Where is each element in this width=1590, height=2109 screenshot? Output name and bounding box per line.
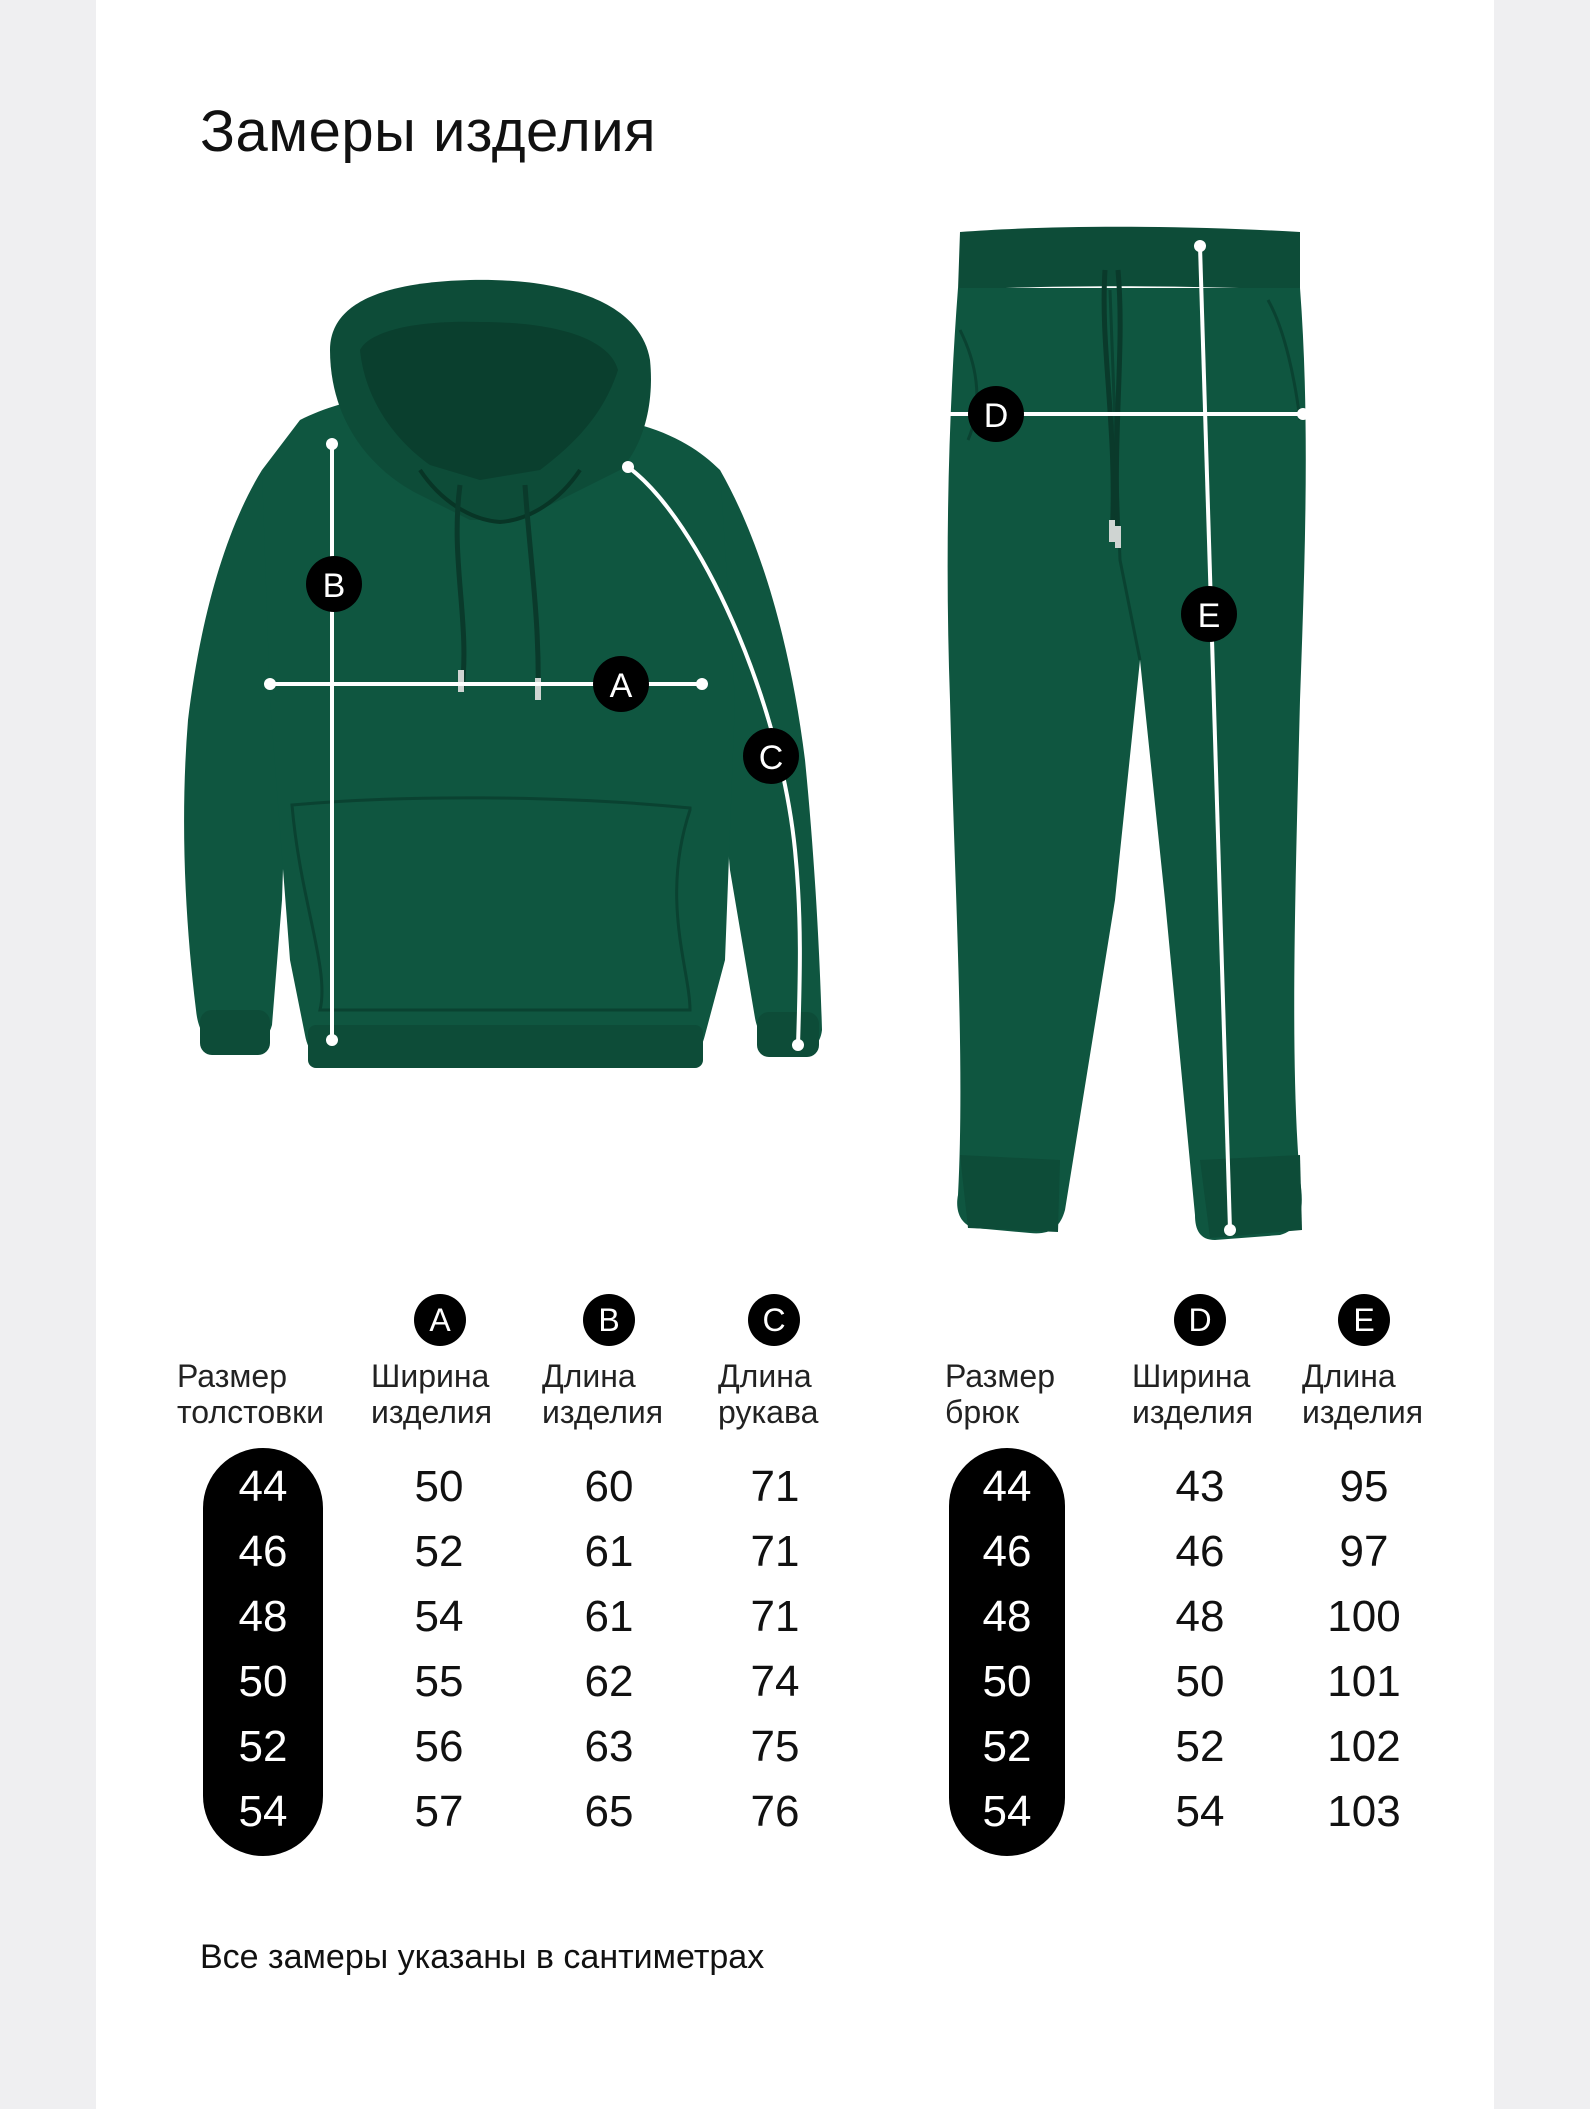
hoodie-badge-a: A <box>414 1294 466 1346</box>
pants-badge-e: E <box>1338 1294 1390 1346</box>
measurement-badge-c <box>743 728 799 784</box>
pants-width-value: 43 <box>1175 1462 1225 1511</box>
hoodie-sleeve-value: 71 <box>750 1592 800 1641</box>
pants-size-value: 52 <box>982 1722 1032 1771</box>
measurement-badge-b <box>306 556 362 612</box>
hoodie-length-value: 63 <box>584 1722 634 1771</box>
hoodie-badge-c: C <box>748 1294 800 1346</box>
pants-header-width: Ширина изделия <box>1132 1358 1254 1430</box>
pants-size-value: 54 <box>982 1787 1032 1836</box>
hoodie-size-value: 50 <box>238 1657 288 1706</box>
hoodie-length-value: 60 <box>584 1462 634 1511</box>
svg-text:C: C <box>758 739 784 777</box>
hoodie-header-length: Длина изделия <box>542 1358 664 1430</box>
hoodie-header-width: Ширина изделия <box>371 1358 493 1430</box>
pants-width-value: 52 <box>1175 1722 1225 1771</box>
pants-size-value: 50 <box>982 1657 1032 1706</box>
hoodie-width-value: 55 <box>414 1657 464 1706</box>
pants-width-value: 50 <box>1175 1657 1225 1706</box>
pants-width-value: 54 <box>1175 1787 1225 1836</box>
pants-size-value: 48 <box>982 1592 1032 1641</box>
measurement-badge-a <box>593 656 649 712</box>
pants-drawing <box>948 227 1306 1240</box>
pants-header-length: Длина изделия <box>1302 1358 1424 1430</box>
hoodie-length-value: 61 <box>584 1527 634 1576</box>
hoodie-size-value: 44 <box>238 1462 288 1511</box>
hoodie-drawing <box>184 280 822 1068</box>
pants-length-value: 97 <box>1339 1527 1389 1576</box>
hoodie-sleeve-value: 71 <box>750 1462 800 1511</box>
hoodie-width-value: 57 <box>414 1787 464 1836</box>
svg-text:D: D <box>983 397 1009 435</box>
hoodie-sleeve-value: 74 <box>750 1657 800 1706</box>
hoodie-sleeve-value: 75 <box>750 1722 800 1771</box>
hoodie-header-sleeve: Длина рукава <box>718 1358 819 1430</box>
hoodie-header-size: Размер толстовки <box>177 1358 325 1430</box>
hoodie-badge-b: B <box>583 1294 635 1346</box>
pants-length-value: 101 <box>1327 1657 1401 1706</box>
pants-width-value: 48 <box>1175 1592 1225 1641</box>
pants-length-value: 100 <box>1327 1592 1401 1641</box>
pants-length-value: 102 <box>1327 1722 1401 1771</box>
footnote: Все замеры указаны в сантиметрах <box>200 1938 765 1976</box>
hoodie-width-value: 52 <box>414 1527 464 1576</box>
hoodie-size-value: 46 <box>238 1527 288 1576</box>
svg-text:E: E <box>1197 597 1221 635</box>
hoodie-width-value: 56 <box>414 1722 464 1771</box>
svg-text:B: B <box>322 567 346 605</box>
hoodie-length-value: 62 <box>584 1657 634 1706</box>
pants-badge-d: D <box>1174 1294 1226 1346</box>
hoodie-sleeve-value: 71 <box>750 1527 800 1576</box>
pants-length-value: 95 <box>1339 1462 1389 1511</box>
measurement-badge-d <box>968 386 1024 442</box>
hoodie-size-value: 52 <box>238 1722 288 1771</box>
hoodie-length-value: 65 <box>584 1787 634 1836</box>
measurement-badge-e <box>1181 586 1237 642</box>
hoodie-size-value: 54 <box>238 1787 288 1836</box>
hoodie-width-value: 50 <box>414 1462 464 1511</box>
pants-size-value: 44 <box>982 1462 1032 1511</box>
hoodie-sleeve-value: 76 <box>750 1787 800 1836</box>
pants-header-size: Размер брюк <box>945 1358 1055 1430</box>
hoodie-size-value: 48 <box>238 1592 288 1641</box>
hoodie-length-value: 61 <box>584 1592 634 1641</box>
svg-text:A: A <box>609 667 633 705</box>
hoodie-width-value: 54 <box>414 1592 464 1641</box>
pants-width-value: 46 <box>1175 1527 1225 1576</box>
page-title: Замеры изделия <box>200 99 657 164</box>
pants-size-value: 46 <box>982 1527 1032 1576</box>
pants-length-value: 103 <box>1327 1787 1401 1836</box>
